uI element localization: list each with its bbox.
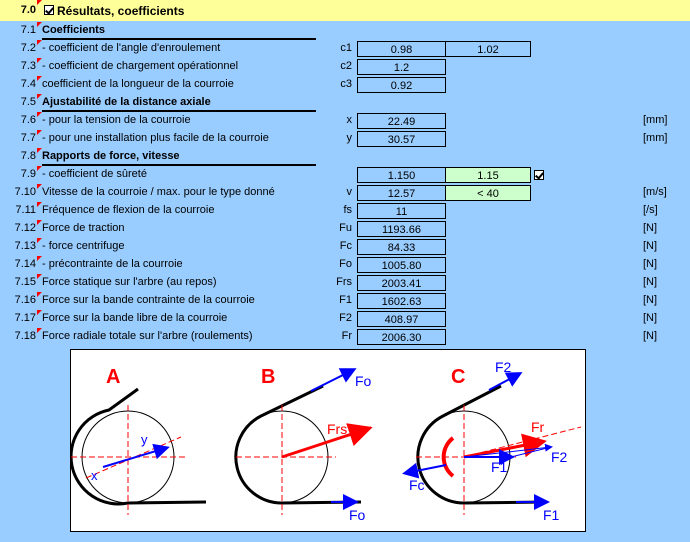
row-number: 7.15 [14,276,36,288]
row-symbol: Fu [339,222,352,234]
results-checkbox[interactable] [44,5,54,15]
row-unit: [N] [643,312,658,324]
row-label: - force centrifuge [42,240,125,252]
section-underline [42,38,316,40]
row-symbol: v [346,186,352,198]
row-label: Force statique sur l'arbre (au repos) [42,276,217,288]
row-unit: [N] [643,240,658,252]
row-number: 7.4 [20,78,36,90]
row-symbol: Fr [341,330,352,342]
belt-force-diagram [70,349,586,532]
row-symbol: x [346,114,352,126]
row-label: Vitesse de la courroie / max. pour le type donné [42,186,275,198]
row-symbol: c2 [340,60,352,72]
diagram-b [236,370,371,515]
value-cell[interactable]: 1602.63 [357,293,446,309]
value-cell[interactable]: 1193.66 [357,221,446,237]
row-number: 7.14 [14,258,36,270]
row-unit: [m/s] [643,186,667,198]
comment-indicator [37,0,42,5]
row-symbol: F2 [339,312,352,324]
label-fo-bottom: Fo [349,507,366,523]
row-number: 7.2 [20,42,36,54]
section-title: Ajustabilité de la distance axiale [42,96,211,108]
label-c: C [451,366,466,388]
label-f2-right: F2 [551,449,568,465]
value-cell[interactable]: 2006.30 [357,329,446,345]
value-cell-2[interactable]: < 40 [445,185,531,201]
row-symbol: F1 [339,294,352,306]
label-f1-center: F1 [491,459,508,475]
section-title: Coefficients [42,24,105,36]
row-number: 7.1 [20,24,36,36]
row-symbol: c3 [340,78,352,90]
row-unit: [N] [643,222,658,234]
row-label: Fréquence de flexion de la courroie [42,204,215,216]
section-underline [42,110,316,112]
row-symbol: Frs [336,276,352,288]
label-fo-top: Fo [355,373,372,389]
value-cell[interactable]: 22.49 [357,113,446,129]
row-number: 7.11 [15,204,36,216]
row-label: - coefficient de l'angle d'enroulement [42,42,221,54]
label-f2-top: F2 [495,359,512,375]
row-label: Force sur la bande contrainte de la courroie [42,294,255,306]
row-label: Force sur la bande libre de la courroie [42,312,228,324]
value-cell[interactable]: 0.92 [357,77,446,93]
value-cell[interactable]: 12.57 [357,185,446,201]
label-b: B [261,366,276,388]
row-unit: [N] [643,276,658,288]
value-cell[interactable]: 11 [357,203,446,219]
row-number: 7.18 [14,330,36,342]
label-frs: Frs [327,421,348,437]
row-unit: [mm] [643,114,668,126]
safety-checkbox[interactable] [534,170,544,180]
row-label: - coefficient de sûreté [42,168,147,180]
label-x: x [91,468,98,483]
header-title: Résultats, coefficients [57,4,185,18]
row-number: 7.7 [20,132,36,144]
row-unit: [N] [643,294,658,306]
row-number: 7.10 [14,186,36,198]
label-fr: Fr [531,419,545,435]
row-number: 7.13 [14,240,36,252]
row-symbol: c1 [340,42,352,54]
value-cell[interactable]: 1005.80 [357,257,446,273]
row-label: - coefficient de chargement opérationnel [42,60,239,72]
row-label: - précontrainte de la courroie [42,258,183,270]
row-label: Force radiale totale sur l'arbre (roulements) [42,330,253,342]
row-number: 7.3 [20,60,36,72]
row-unit: [mm] [643,132,668,144]
row-symbol: y [346,132,352,144]
value-cell[interactable]: 408.97 [357,311,446,327]
row-number: 7.8 [20,150,36,162]
row-label: coefficient de la longueur de la courroie [42,78,234,90]
row-number: 7.12 [14,222,36,234]
label-fc: Fc [409,477,425,493]
value-cell[interactable]: 1.150 [357,167,446,183]
value-cell-2[interactable]: 1.02 [445,41,531,57]
row-number: 7.16 [14,294,36,306]
row-unit: [N] [643,258,658,270]
row-number: 7.17 [14,312,36,324]
row-label: Force de traction [42,222,125,234]
header-number: 7.0 [20,4,36,16]
value-cell-2[interactable]: 1.15 [445,167,531,183]
diagram-a [71,389,206,515]
value-cell[interactable]: 30.57 [357,131,446,147]
force-diagram-svg [71,350,585,531]
label-y: y [141,432,148,447]
row-label: - pour la tension de la courroie [42,114,191,126]
section-title: Rapports de force, vitesse [42,150,180,162]
row-unit: [/s] [643,204,658,216]
section-underline [42,164,316,166]
value-cell[interactable]: 1.2 [357,59,446,75]
row-label: - pour une installation plus facile de la courroie [42,132,269,144]
row-unit: [N] [643,330,658,342]
label-a: A [106,366,121,388]
row-symbol: Fc [339,240,352,252]
value-cell[interactable]: 0.98 [357,41,446,57]
row-number: 7.9 [20,168,36,180]
label-f1-bottom: F1 [543,507,560,523]
value-cell[interactable]: 84.33 [357,239,446,255]
row-symbol: fs [343,204,352,216]
row-symbol: Fo [339,258,352,270]
row-number: 7.6 [20,114,36,126]
diagram-c [406,374,581,515]
value-cell[interactable]: 2003.41 [357,275,446,291]
row-number: 7.5 [20,96,36,108]
